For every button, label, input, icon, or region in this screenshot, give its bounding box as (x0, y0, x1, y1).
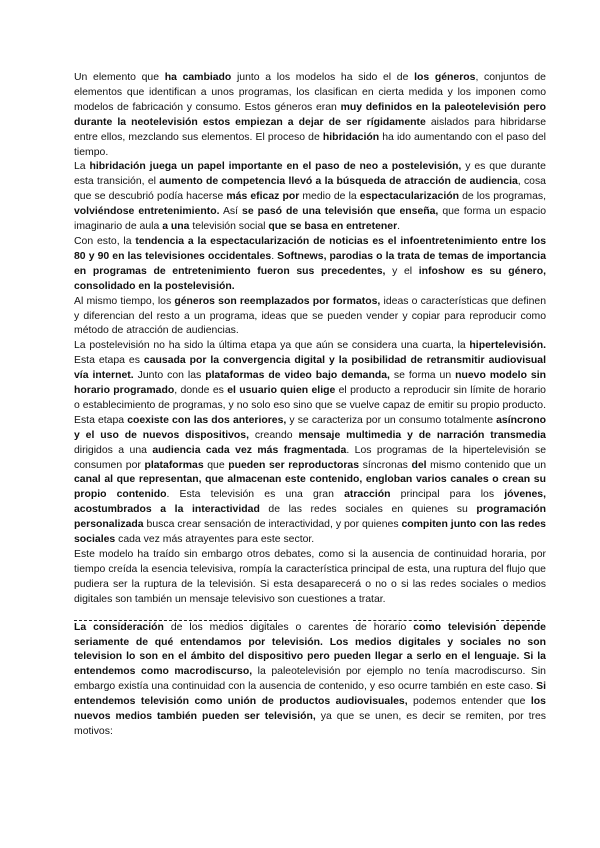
text-run: de las redes sociales en quienes su (259, 504, 477, 516)
text-run: principal para los (390, 489, 505, 501)
paragraph (74, 339, 546, 548)
text-run: podemos entender que (407, 696, 531, 708)
text-run: Esta etapa es (74, 355, 144, 367)
bold-text-run: pueden ser reproductoras (228, 459, 359, 471)
text-run: que forma un espacio imaginario de aula (74, 206, 547, 233)
bold-text-run: ha cambiado (164, 72, 232, 83)
bold-text-run: hipertelevisión. (469, 340, 546, 352)
bold-text-run: géneros son reemplazados por formatos, (174, 295, 381, 307)
text-run: el producto a reproducir sin límite de horario o establecimiento de programas, y no solo eso sino que se vuelve capaz de emitir su propio producto. Esta etapa (74, 385, 546, 426)
bold-text-run: plataformas de video bajo demanda, (205, 370, 390, 382)
text-run: , donde es (174, 385, 228, 397)
bold-text-run: Softnews, parodias o la trata de temas de importancia en programas de entretenimiento fueron sus precedentes, (74, 250, 546, 277)
bold-text-run: más eficaz por (226, 191, 300, 203)
bold-text-run: los géneros (414, 72, 476, 83)
text-run: , cosa que se descubrió podía hacerse (74, 176, 546, 203)
text-run: . Esta televisión es una gran (166, 489, 345, 501)
text-run: Un elemento que (74, 72, 165, 83)
bold-text-run: aumento de competencia llevó a la búsqueda de atracción de audiencia (159, 176, 518, 188)
text-run: y se caracteriza por un consumo totalmente (286, 414, 497, 426)
bold-text-run: canal al que representan, que almacenan este contenido, engloban varios canales o crean su propio contenido (74, 474, 546, 501)
text-run: televisión social (189, 221, 269, 233)
bold-text-run: asíncrono y el uso de nuevos dispositivos, (74, 414, 546, 441)
bold-text-run: espectacularización (359, 191, 459, 203)
bold-text-run: atracción (344, 489, 391, 501)
text-run: ya que se unen, es decir se remiten, por tres motivos: (74, 711, 546, 737)
text-run: que (203, 459, 229, 471)
text-run: Al mismo tiempo, los (74, 295, 175, 307)
text-run: mismo contenido que un (426, 459, 546, 471)
text-run: cada vez más atrayentes para este sector. (115, 534, 315, 546)
bold-text-run: hibridación (322, 131, 380, 143)
text-run: ideas o características que definen y diferencian del resto a un programa, ideas que se pueden vender y copiar para reproducir como método de atracción de audiencias. (74, 295, 546, 337)
text-run: , conjuntos de elementos que identifican a unos programas, los clasifican en cierta medida y los imponen como modelos de fabricación y consumo. Estos géneros eran (74, 72, 546, 113)
document-body-continued (74, 621, 546, 740)
bold-text-run: compiten junto con las redes sociales (74, 519, 546, 546)
text-run: la paleotelevisión por ejemplo no tenía macrodiscurso. Sin embargo existía una continuidad con la ausencia de contenido, y eso ocurre también en este caso. (74, 666, 546, 693)
bold-text-run: nuevo modelo sin horario programado (74, 370, 546, 397)
bold-text-run: del (411, 459, 427, 471)
bold-text-run: que se basa en entretener (268, 221, 398, 233)
text-run: La postelevisión no ha sido la última etapa ya que aún se considera una cuarta, la (74, 340, 470, 352)
text-run: Este modelo ha traído sin embargo otros debates, como si la ausencia de continuidad horaria, por tiempo creída la esencia televisiva, rompía la característica principal de esta, una ruptura del flujo que pudiera ser la ruptura de la televisión. Si esta desaparecerá o no o si las redes sociales o medios digitales son también un mensaje televisivo son cuestiones a tratar. (74, 549, 546, 605)
document-body (74, 71, 546, 608)
bold-text-run: Si entendemos televisión como unión de productos audiovisuales, (74, 681, 546, 708)
text-run: busca crear sensación de interactividad, y por quienes (143, 519, 402, 531)
bold-text-run: tendencia a la espectacularización de noticias es el infoentretenimiento entre los 80 y 90 en las televisiones occidentales (74, 235, 546, 262)
text-run: medio de la (299, 191, 360, 203)
text-run: . (271, 250, 278, 262)
bold-text-run: hibridación juega un papel importante en el paso de neo a postelevisión, (89, 161, 462, 173)
text-run: ha ido aumentando con el paso del tiempo. (74, 131, 547, 158)
text-run: y el (385, 265, 419, 277)
bold-text-run: como televisión depende seriamente de qué entendamos por televisión. Los medios digitales y sociales no son television lo son en el ámbito del dispositivo pero pueden llegar a serlo en el lenguaje. Si la entendemos como macrodiscurso, (74, 621, 546, 678)
text-run: se forma un (389, 370, 456, 382)
bold-text-run: infoshow es su género, consolidado en la postelevisión. (74, 265, 546, 292)
bold-text-run: audiencia cada vez más fragmentada (152, 444, 347, 456)
bold-text-run: se pasó de una televisión que enseña, (242, 206, 439, 218)
text-run: Con esto, la (74, 235, 136, 247)
text-run: de los programas, (459, 191, 546, 203)
paragraph (74, 235, 546, 295)
text-run: de los medios digitales o carentes de horario (163, 621, 414, 633)
bold-text-run: plataformas (144, 459, 204, 471)
bold-text-run: volviéndose entretenimiento. (74, 206, 220, 218)
paragraph (74, 71, 546, 160)
paragraph (74, 295, 546, 340)
bold-text-run: el usuario quien elige (227, 385, 336, 397)
paragraph (74, 548, 546, 608)
text-run: Así (219, 206, 243, 218)
bold-text-run: a una (162, 221, 190, 233)
bold-text-run: muy definidos en la paleotelevisión pero durante la neotelevisión estos empiezan a dejar de ser rígidamente (74, 101, 546, 128)
text-run: . Los programas de la hipertelevisión se consumen por (74, 444, 546, 471)
text-run: . (397, 221, 401, 233)
text-run: aislados para hibridarse entre ellos, mezclando sus elementos. El proceso de (74, 116, 547, 143)
bold-text-run: causada por la convergencia digital y la posibilidad de retransmitir audiovisual vía internet. (74, 355, 546, 382)
paragraph (74, 621, 546, 740)
bold-text-run: mensaje multimedia y de narración transmedia (298, 429, 546, 441)
text-run: junto a los modelos ha sido el de (231, 72, 415, 83)
bold-text-run: programación personalizada (74, 504, 546, 531)
bold-text-run: jóvenes, acostumbrados a la interactividad (74, 489, 547, 516)
bold-text-run: los nuevos medios también pueden ser televisión, (74, 696, 546, 723)
bold-text-run: La consideración (74, 621, 164, 633)
text-run: creando (248, 429, 299, 441)
paragraph (74, 160, 546, 235)
text-run: dirigidos a una (74, 444, 153, 456)
text-run: y es que durante esta transición, el (74, 161, 546, 188)
text-run: Junto con las (133, 370, 206, 382)
text-run: La (74, 161, 90, 173)
bold-text-run: coexiste con las dos anteriores, (127, 414, 287, 426)
text-run: síncronas (359, 459, 412, 471)
dashed-separator (74, 609, 546, 621)
